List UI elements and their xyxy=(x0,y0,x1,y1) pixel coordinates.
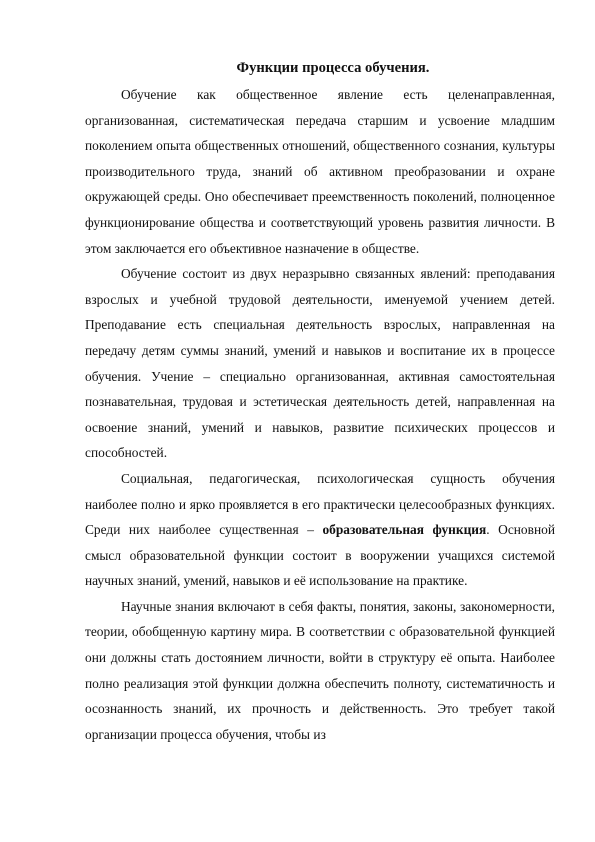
paragraph-1: Обучение как общественное явление есть целенаправленная, организованная, систематическая передача старшим и усвоение младшим поколением опыта общественных отношений, общественного сознания, культуры производительного труда, знаний об активном преобразовании и охране окружающей среды. Оно обеспечивает преемственность поколений, полноценное функционирование общества и соответствующий уровень развития личности. В этом заключается его объективное назначение в обществе. xyxy=(85,87,555,256)
paragraph-4: Научные знания включают в себя факты, понятия, законы, закономерности, теории, обобщенную картину мира. В соответствии с образовательной функцией они должны стать достоянием личности, войти в структуру её опыта. Наиболее полно реализация этой функции должна обеспечить полноту, систематичность и осознанность знаний, их прочность и действенность. Это требует такой организации процесса обучения, чтобы из xyxy=(85,598,555,742)
paragraph-3-emphasis: образовательная функция xyxy=(322,522,487,538)
paragraph-3-rest: Основной смысл образовательной функции состоит в вооружении учащихся системой научных знаний, умений, навыков и её использование на практике. xyxy=(85,522,555,589)
paragraph-2: Обучение состоит из двух неразрывно связанных явлений: преподавания взрослых и учебной трудовой деятельности, именуемой учением детей. Преподавание есть специальная деятельность взрослых, направленная на передачу детям суммы знаний, умений и навыков и воспитание их в процессе обучения. Учение – специально организованная, активная самостоятельная познавательная, трудовая и эстетическая деятельность детей, направленная на освоение знаний, умений и навыков, развитие психических процессов и способностей. xyxy=(85,266,555,461)
paragraph-3-lead: Социальная, педагогическая, психологическая сущность обучения наиболее полно и ярко проявляется в его практически целесообразных функциях. Среди них наиболее существенная – xyxy=(85,470,555,538)
paragraph-3-tail: . xyxy=(486,522,499,538)
document-page xyxy=(85,56,555,747)
document-title: Функции процесса обучения. xyxy=(236,60,430,76)
paragraph-3 xyxy=(85,466,555,594)
